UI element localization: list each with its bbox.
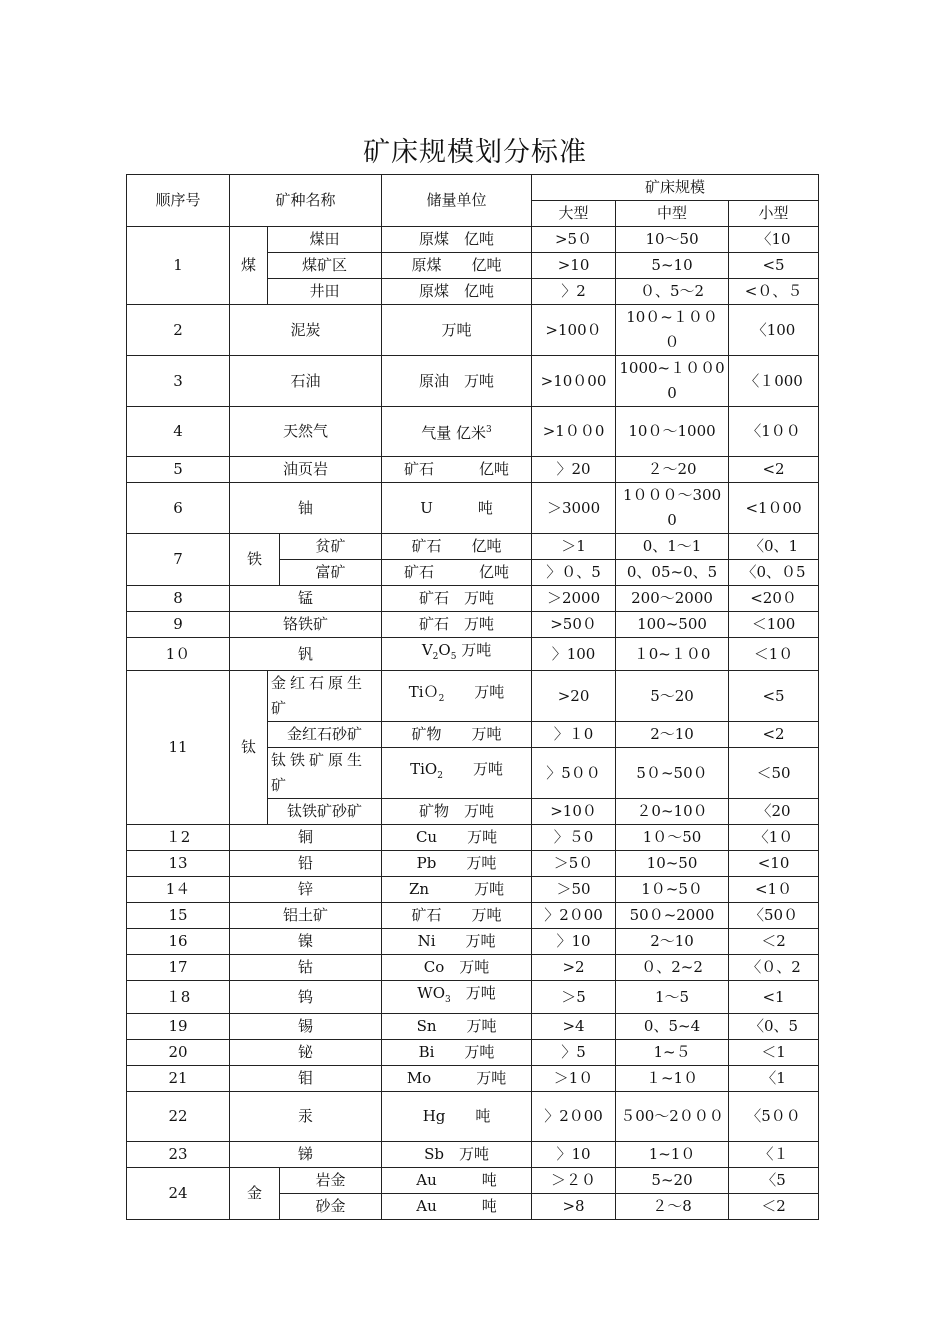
row-unit: Bi 万吨 [382, 1040, 532, 1066]
row-small: <20０ [729, 586, 819, 612]
row-number: 7 [127, 534, 230, 586]
row-large: ＞1０ [532, 1066, 616, 1092]
row-unit: 原煤 亿吨 [382, 227, 532, 253]
row-large: >10０00 [532, 356, 616, 407]
row-unit: 矿石 万吨 [382, 586, 532, 612]
row-unit: 原煤 亿吨 [382, 253, 532, 279]
row-unit: TiＯ$_2$ 万吨 [382, 671, 532, 722]
row-small: <10 [729, 851, 819, 877]
row-subname: 岩金 [280, 1168, 382, 1194]
row-medium: 1000~１００00 [616, 356, 729, 407]
row-small: <5 [729, 253, 819, 279]
row-small: ＜100 [729, 612, 819, 638]
row-large: >8 [532, 1194, 616, 1220]
row-small: 〈1００ [729, 407, 819, 457]
row-name: 铜 [230, 825, 382, 851]
row-medium: 1~５ [616, 1040, 729, 1066]
table-row [127, 1168, 819, 1194]
row-medium: ２～20 [616, 457, 729, 483]
table-row [127, 586, 819, 612]
row-number: 1０ [127, 638, 230, 671]
table-row [127, 851, 819, 877]
row-small: <1 [729, 981, 819, 1014]
row-unit: Hg 吨 [382, 1092, 532, 1142]
row-medium: 2～10 [616, 929, 729, 955]
row-large: 〉2０00 [532, 903, 616, 929]
row-number: １2 [127, 825, 230, 851]
row-large: 〉10 [532, 1142, 616, 1168]
row-unit: Ni 万吨 [382, 929, 532, 955]
row-medium: １~1０ [616, 1066, 729, 1092]
table-row [127, 981, 819, 1014]
row-number: 9 [127, 612, 230, 638]
row-subname: 贫矿 [280, 534, 382, 560]
row-large: >4 [532, 1014, 616, 1040]
row-number: 23 [127, 1142, 230, 1168]
row-medium: ２0~10０ [616, 799, 729, 825]
row-small: ＜1 [729, 1040, 819, 1066]
row-name: 钒 [230, 638, 382, 671]
table-row [127, 671, 819, 722]
row-unit: 矿物 万吨 [382, 722, 532, 748]
row-large: ＞50 [532, 877, 616, 903]
row-medium: 5~20 [616, 1168, 729, 1194]
table-row [127, 638, 819, 671]
table-row [127, 407, 819, 457]
row-large: >10 [532, 253, 616, 279]
row-large: 〉５0 [532, 825, 616, 851]
row-medium: ２～8 [616, 1194, 729, 1220]
row-small: 〈10 [729, 227, 819, 253]
row-medium: 5０~50０ [616, 748, 729, 799]
row-name: 镍 [230, 929, 382, 955]
row-large: ＞5０ [532, 851, 616, 877]
row-unit: Co 万吨 [382, 955, 532, 981]
row-medium: 50０~2000 [616, 903, 729, 929]
row-small: ＜50 [729, 748, 819, 799]
row-number: 1４ [127, 877, 230, 903]
table-row [127, 457, 819, 483]
header-large: 大型 [532, 201, 616, 227]
row-large: >10０ [532, 799, 616, 825]
row-medium: 10~50 [616, 851, 729, 877]
row-subname: 砂金 [280, 1194, 382, 1220]
header-mineral: 矿种名称 [230, 175, 382, 227]
row-name: 锰 [230, 586, 382, 612]
row-small: ＜1０ [729, 638, 819, 671]
row-name: 石油 [230, 356, 382, 407]
row-name: 锡 [230, 1014, 382, 1040]
row-unit: 原煤 亿吨 [382, 279, 532, 305]
row-number: 20 [127, 1040, 230, 1066]
header-seq: 顺序号 [127, 175, 230, 227]
row-unit: 矿石 万吨 [382, 612, 532, 638]
row-group: 铁 [230, 534, 280, 586]
row-medium: 10０~１０００ [616, 305, 729, 356]
row-unit: Au 吨 [382, 1168, 532, 1194]
row-unit: Sb 万吨 [382, 1142, 532, 1168]
row-number: 4 [127, 407, 230, 457]
row-number: 3 [127, 356, 230, 407]
row-small: 〈0、5 [729, 1014, 819, 1040]
row-name: 汞 [230, 1092, 382, 1142]
row-subname: 钛铁矿砂矿 [268, 799, 382, 825]
row-unit: Au 吨 [382, 1194, 532, 1220]
row-medium: 10～50 [616, 227, 729, 253]
header-medium: 中型 [616, 201, 729, 227]
row-medium: 2～10 [616, 722, 729, 748]
table-row [127, 1066, 819, 1092]
row-small: <０、５ [729, 279, 819, 305]
row-small: ＜2 [729, 1194, 819, 1220]
row-small: <1０ [729, 877, 819, 903]
row-name: 铝土矿 [230, 903, 382, 929]
row-name: 天然气 [230, 407, 382, 457]
row-unit: 气量 亿米$^3$ [382, 407, 532, 457]
row-large: 〉20 [532, 457, 616, 483]
row-large: 〉5 [532, 1040, 616, 1066]
row-small: 〈100 [729, 305, 819, 356]
row-unit: 矿石 亿吨 [382, 560, 532, 586]
page-title: 矿床规模划分标准 [363, 137, 587, 168]
row-large: 〉１0 [532, 722, 616, 748]
row-name: 铬铁矿 [230, 612, 382, 638]
row-number: 24 [127, 1168, 230, 1220]
row-medium: 1～5 [616, 981, 729, 1014]
row-name: 铅 [230, 851, 382, 877]
row-medium: 5~10 [616, 253, 729, 279]
row-large: 〉100 [532, 638, 616, 671]
row-unit: Zn 万吨 [382, 877, 532, 903]
row-large: ＞3000 [532, 483, 616, 534]
row-large: >20 [532, 671, 616, 722]
row-name: 泥炭 [230, 305, 382, 356]
row-medium: ０、5～2 [616, 279, 729, 305]
row-number: 11 [127, 671, 230, 825]
row-number: 5 [127, 457, 230, 483]
row-large: 〉2０00 [532, 1092, 616, 1142]
row-group: 钛 [230, 671, 268, 825]
row-medium: 10０～1000 [616, 407, 729, 457]
row-large: 〉2 [532, 279, 616, 305]
row-large: ＞5 [532, 981, 616, 1014]
row-unit: Pb 万吨 [382, 851, 532, 877]
row-small: 〈１ [729, 1142, 819, 1168]
row-small: ＜2 [729, 929, 819, 955]
row-name: 铋 [230, 1040, 382, 1066]
row-number: １8 [127, 981, 230, 1014]
row-subname: 煤田 [268, 227, 382, 253]
row-medium: 0、5~4 [616, 1014, 729, 1040]
row-number: 8 [127, 586, 230, 612]
row-number: 21 [127, 1066, 230, 1092]
row-unit: 矿物 万吨 [382, 799, 532, 825]
table-row [127, 825, 819, 851]
table-row [127, 903, 819, 929]
row-name: 铀 [230, 483, 382, 534]
row-number: 2 [127, 305, 230, 356]
row-small: 〈0、1 [729, 534, 819, 560]
row-subname: 井田 [268, 279, 382, 305]
row-small: <1０00 [729, 483, 819, 534]
row-large: ＞1 [532, 534, 616, 560]
row-unit: $WO_3$ 万吨 [382, 981, 532, 1014]
row-large: >5０ [532, 227, 616, 253]
row-name: 钨 [230, 981, 382, 1014]
table-row [127, 227, 819, 253]
row-subname: 钛铁矿原生矿 [268, 748, 382, 799]
row-medium: 1０００～3000 [616, 483, 729, 534]
row-small: 〈１000 [729, 356, 819, 407]
row-medium: １0~１０0 [616, 638, 729, 671]
row-number: 19 [127, 1014, 230, 1040]
row-medium: ５00～2０００ [616, 1092, 729, 1142]
table-row [127, 534, 819, 560]
row-unit: Cu 万吨 [382, 825, 532, 851]
row-unit: 矿石 亿吨 [382, 457, 532, 483]
row-large: >50０ [532, 612, 616, 638]
row-small: 〈20 [729, 799, 819, 825]
row-unit: Sn 万吨 [382, 1014, 532, 1040]
row-medium: 100~500 [616, 612, 729, 638]
row-large: ＞２０ [532, 1168, 616, 1194]
row-unit: TiO$_2$ 万吨 [382, 748, 532, 799]
row-subname: 金红石砂矿 [268, 722, 382, 748]
row-unit: $V_2O_5$ 万吨 [382, 638, 532, 671]
row-number: 17 [127, 955, 230, 981]
row-subname: 煤矿区 [268, 253, 382, 279]
row-number: 15 [127, 903, 230, 929]
row-small: 〈5 [729, 1168, 819, 1194]
row-medium: 1０～50 [616, 825, 729, 851]
row-medium: 1０~5０ [616, 877, 729, 903]
table-row [127, 929, 819, 955]
table-row [127, 1142, 819, 1168]
row-large: 〉10 [532, 929, 616, 955]
row-small: 〈0、０5 [729, 560, 819, 586]
table-row [127, 877, 819, 903]
row-small: 〈1 [729, 1066, 819, 1092]
row-medium: 0、1～1 [616, 534, 729, 560]
row-large: 〉5００ [532, 748, 616, 799]
row-unit: 矿石 万吨 [382, 903, 532, 929]
row-subname: 富矿 [280, 560, 382, 586]
header-unit: 储量单位 [382, 175, 532, 227]
header-scale: 矿床规模 [532, 175, 819, 201]
row-small: 〈1０ [729, 825, 819, 851]
header-small: 小型 [729, 201, 819, 227]
table-row [127, 483, 819, 534]
row-large: ＞2000 [532, 586, 616, 612]
row-small: <2 [729, 722, 819, 748]
row-large: >1００0 [532, 407, 616, 457]
row-group: 金 [230, 1168, 280, 1220]
row-name: 油页岩 [230, 457, 382, 483]
row-large: >2 [532, 955, 616, 981]
row-small: <5 [729, 671, 819, 722]
row-name: 锑 [230, 1142, 382, 1168]
row-small: 〈5００ [729, 1092, 819, 1142]
table-row [127, 955, 819, 981]
row-large: 〉０、5 [532, 560, 616, 586]
row-medium: 1~1０ [616, 1142, 729, 1168]
table-row [127, 1092, 819, 1142]
row-unit: 万吨 [382, 305, 532, 356]
row-unit: 矿石 亿吨 [382, 534, 532, 560]
row-unit: 原油 万吨 [382, 356, 532, 407]
row-group: 煤 [230, 227, 268, 305]
row-name: 钼 [230, 1066, 382, 1092]
row-name: 钴 [230, 955, 382, 981]
row-unit: Mo 万吨 [382, 1066, 532, 1092]
table-row [127, 612, 819, 638]
row-small: 〈０、2 [729, 955, 819, 981]
row-unit: U 吨 [382, 483, 532, 534]
table-row [127, 356, 819, 407]
row-medium: ０、2~2 [616, 955, 729, 981]
row-subname: 金红石原生矿 [268, 671, 382, 722]
row-name: 锌 [230, 877, 382, 903]
row-small: 〈50０ [729, 903, 819, 929]
row-medium: 0、05~0、5 [616, 560, 729, 586]
row-number: 22 [127, 1092, 230, 1142]
row-number: 1 [127, 227, 230, 305]
table-row [127, 1040, 819, 1066]
mineral-scale-table [126, 174, 819, 1220]
row-medium: 5～20 [616, 671, 729, 722]
row-large: >100０ [532, 305, 616, 356]
table-row [127, 305, 819, 356]
table-row [127, 1014, 819, 1040]
row-number: 6 [127, 483, 230, 534]
row-number: 13 [127, 851, 230, 877]
row-number: 16 [127, 929, 230, 955]
row-medium: 200～2000 [616, 586, 729, 612]
row-small: <2 [729, 457, 819, 483]
